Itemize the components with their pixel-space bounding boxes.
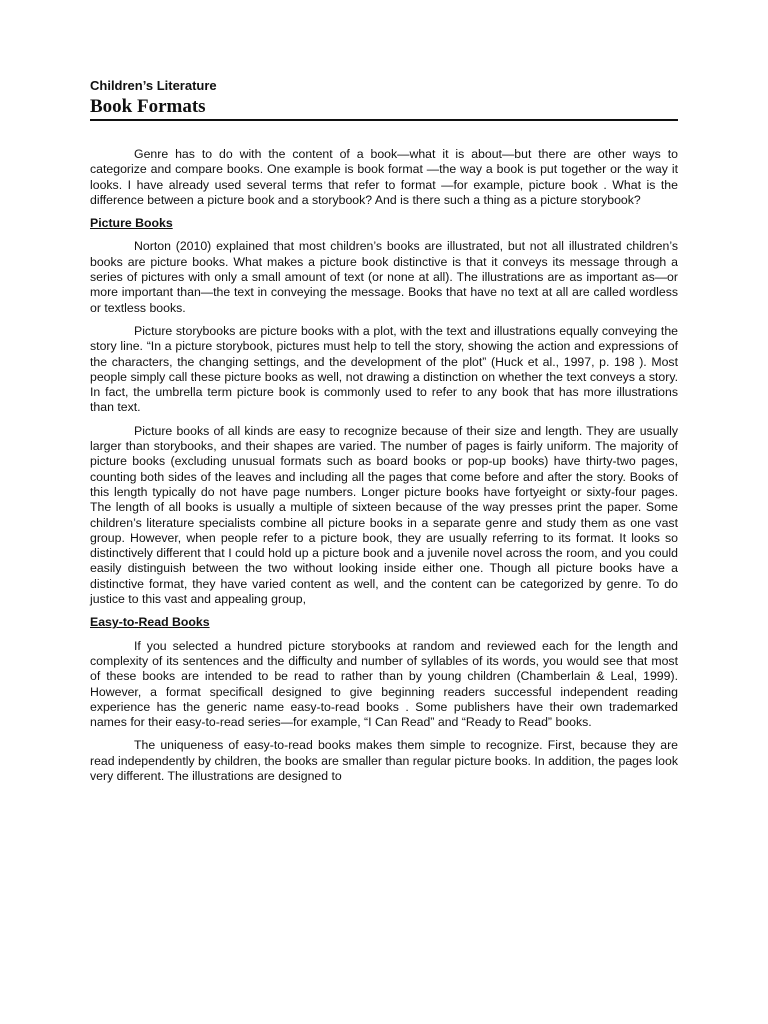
paragraph: Picture storybooks are picture books with a plot, with the text and illustrations equally conveying the story line. “In a picture storybook, pictures must help to tell the story, showing the action and expressions of the characters, the changing settings, and the development of the plot” (Huck et al., 1997, p. 198 ). Most people simply call these picture books as well, not drawing a distinction on whether the text conveys a story. In fact, the umbrella term picture book is commonly used to refer to any book that has more illustrations than text. [90,323,678,415]
course-label: Children’s Literature [90,78,217,93]
document-body [90,147,678,784]
intro-paragraph: Genre has to do with the content of a book—what it is about—but there are other ways to categorize and compare books. One example is book format —the way a book is put together or the way it looks. I have already used several terms that refer to format —for example, picture book . What is the difference between a picture book and a storybook? And is there such a thing as a picture storybook? [90,147,678,207]
section-heading: Easy-to-Read Books [90,615,210,630]
paragraph: Picture books of all kinds are easy to recognize because of their size and length. They are usually larger than storybooks, and their shapes are varied. The number of pages is fairly uniform. The majority of picture books (excluding unusual formats such as board books or pop-up books) have thirty-two pages, counting both sides of the leaves and including all the pages that come before and after the story. Books of this length typically do not have page numbers. Longer picture books have fortyeight or sixty-four pages. The length of all books is usually a multiple of sixteen because of the way presses print the paper. Some children’s literature specialists combine all picture books in a separate genre and study them as one vast group. However, when people refer to a picture book, they are usually referring to its format. It looks so distinctively different that I could hold up a picture book and a juvenile novel across the room, and you could easily distinguish between the two without looking inside either one. Though all picture books have a distinctive format, they have varied content as well, and the content can be categorized by genre. To do justice to this vast and appealing group, [90,423,678,607]
paragraph: Norton (2010) explained that most children’s books are illustrated, but not all illustrated children’s books are picture books. What makes a picture book distinctive is that it conveys its message through a series of pictures with only a small amount of text (or none at all). The illustrations are as important as—or more important than—the text in conveying the message. Books that have no text at all are called wordless or textless books. [90,239,678,315]
document-page [90,78,678,792]
section-picture-books [90,216,678,607]
section-heading: Picture Books [90,216,173,231]
paragraph: The uniqueness of easy-to-read books makes them simple to recognize. First, because they are read independently by children, the books are smaller than regular picture books. In addition, the pages look very different. The illustrations are designed to [90,738,678,783]
section-easy-to-read-books [90,615,678,784]
paragraph: If you selected a hundred picture storybooks at random and reviewed each for the length and complexity of its sentences and the difficulty and number of syllables of its words, you would see that most of these books are intended to be read to rather than by young children (Chamberlain & Leal, 1999). However, a format specificall designed to give beginning readers successful independent reading experience has the generic name easy-to-read books . Some publishers have their own trademarked names for their easy-to-read series—for example, “I Can Read” and “Ready to Read” books. [90,638,678,730]
page-title: Book Formats [90,96,678,121]
